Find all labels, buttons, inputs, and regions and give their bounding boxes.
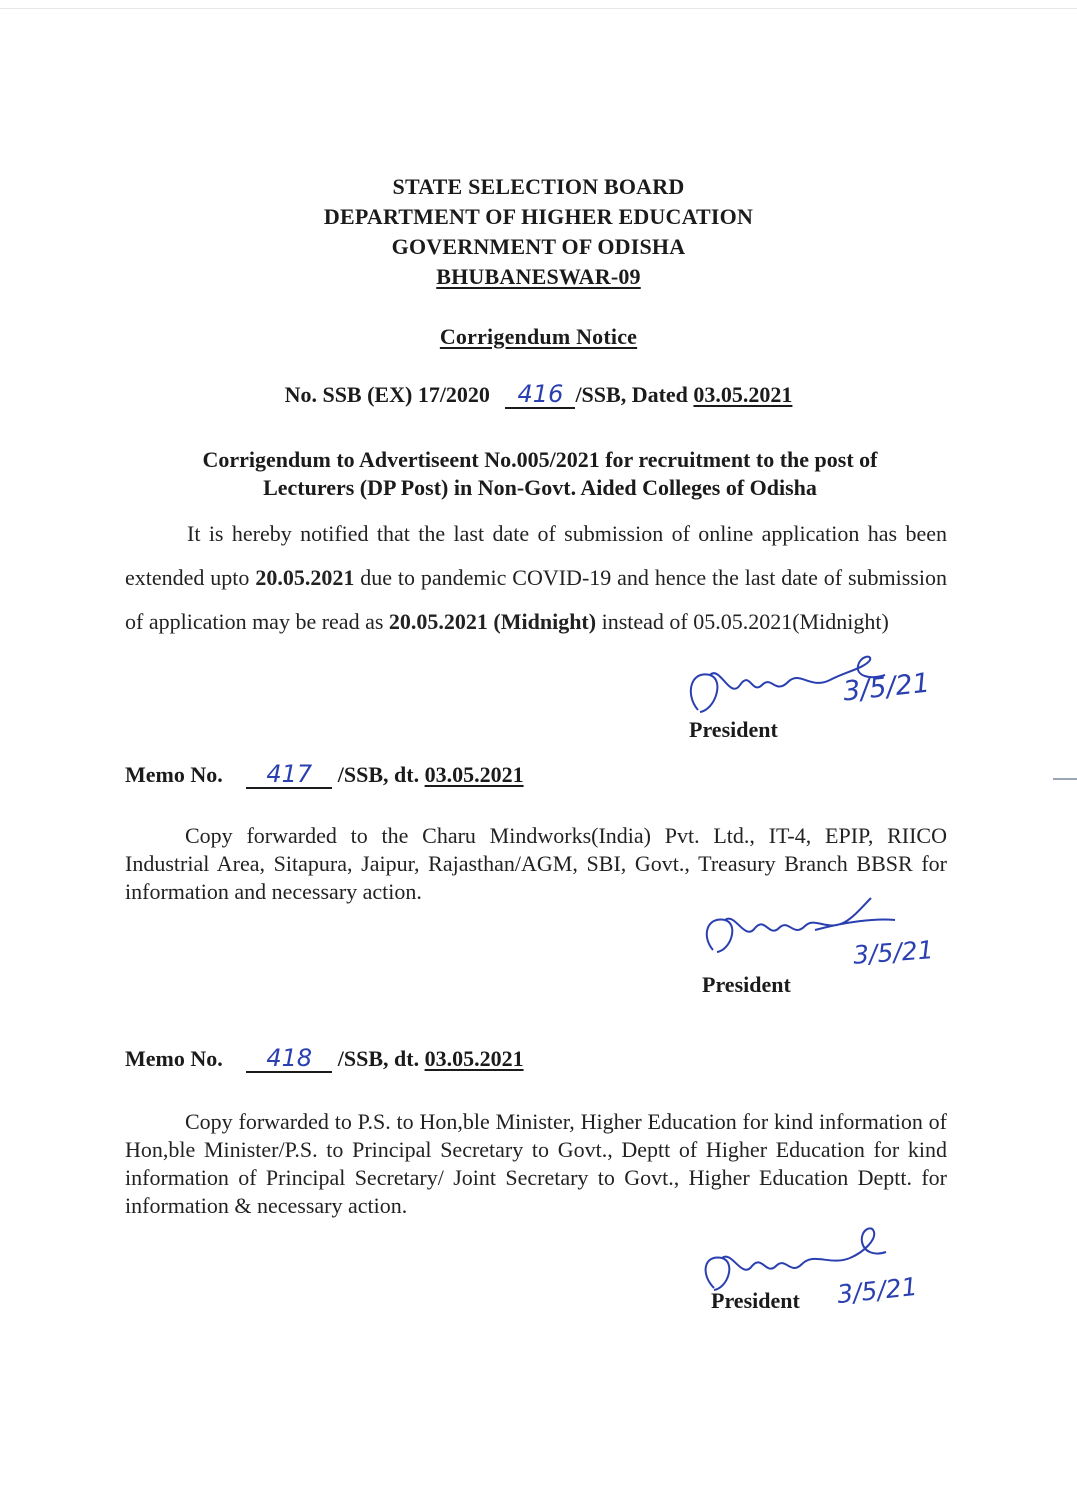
header-line-department: DEPARTMENT OF HIGHER EDUCATION [323,204,754,229]
body-text-1: It is hereby notified that the last date of submission of online application has been extended upto [125,521,947,590]
memo-1-suffix: /SSB, dt. [332,762,425,787]
memo-1-handwritten-number: 417 [266,760,313,788]
memo-1-line [125,762,524,789]
memo-2-suffix: /SSB, dt. [332,1046,425,1071]
memo-2-text [125,1108,947,1220]
memo-2-number-blank [246,1046,332,1073]
header-line-city [0,264,1077,290]
handwritten-reference-number: 416 [517,380,564,408]
header-line-government: GOVERNMENT OF ODISHA [391,234,686,259]
memo-2-label: Memo No. [125,1046,223,1071]
memo-2-line [125,1046,524,1073]
memo-1-text-content: Copy forwarded to the Charu Mindworks(India) Pvt. Ltd., IT-4, EPIP, RIICO Industrial Area, Sitapura, Jaipur, Rajasthan/AGM, SBI, Govt., Treasury Branch BBSR for information and necessary action. [125,823,947,904]
notice-body [125,512,947,644]
notice-title [0,324,1077,350]
reference-prefix: No. SSB (EX) 17/2020 [284,382,490,407]
reference-suffix: /SSB, Dated [575,382,694,407]
memo-2-date: 03.05.2021 [424,1046,524,1071]
notice-title-text: Corrigendum Notice [439,324,638,349]
signature-1-date: 3/5/21 [841,667,932,708]
subject-line-1: Corrigendum to Advertiseent No.005/2021 for recruitment to the post of [202,447,878,472]
signature-2-date: 3/5/21 [852,935,935,970]
memo-1-date: 03.05.2021 [424,762,524,787]
president-designation-1: President [689,717,778,742]
reference-line [0,382,1077,409]
scan-edge-mark [1053,778,1077,780]
header-city: BHUBANESWAR-09 [436,264,641,289]
scan-edge-line [0,8,1077,9]
memo-1-number-blank [246,762,332,789]
header-line-board: STATE SELECTION BOARD [392,174,685,199]
president-designation-3: President [711,1288,800,1313]
body-new-last-date: 20.05.2021 (Midnight) [388,609,597,634]
memo-2-text-content: Copy forwarded to P.S. to Hon,ble Minister, Higher Education for kind information of Hon,ble Minister/P.S. to Principal Secretary to Govt., Deptt of Higher Education for kind information of Principal Secretary/ Joint Secretary to Govt., Higher Education Deptt. for information & necessary action. [125,1109,947,1218]
signature-3-date: 3/5/21 [835,1271,919,1310]
subject-line-2: Lecturers (DP Post) in Non-Govt. Aided Colleges of Odisha [263,475,817,500]
president-designation-2: President [702,972,791,997]
signature-2 [695,888,995,968]
reference-number-blank [505,382,575,409]
body-text-2: due to pandemic COVID-19 and hence the last date of submission of application may be read as [125,565,947,634]
subject [100,446,980,502]
memo-1-label: Memo No. [125,762,223,787]
body-extended-date: 20.05.2021 [255,565,355,590]
reference-date: 03.05.2021 [693,382,793,407]
body-text-3: instead of 05.05.2021(Midnight) [596,609,889,634]
memo-2-handwritten-number: 418 [266,1044,313,1072]
